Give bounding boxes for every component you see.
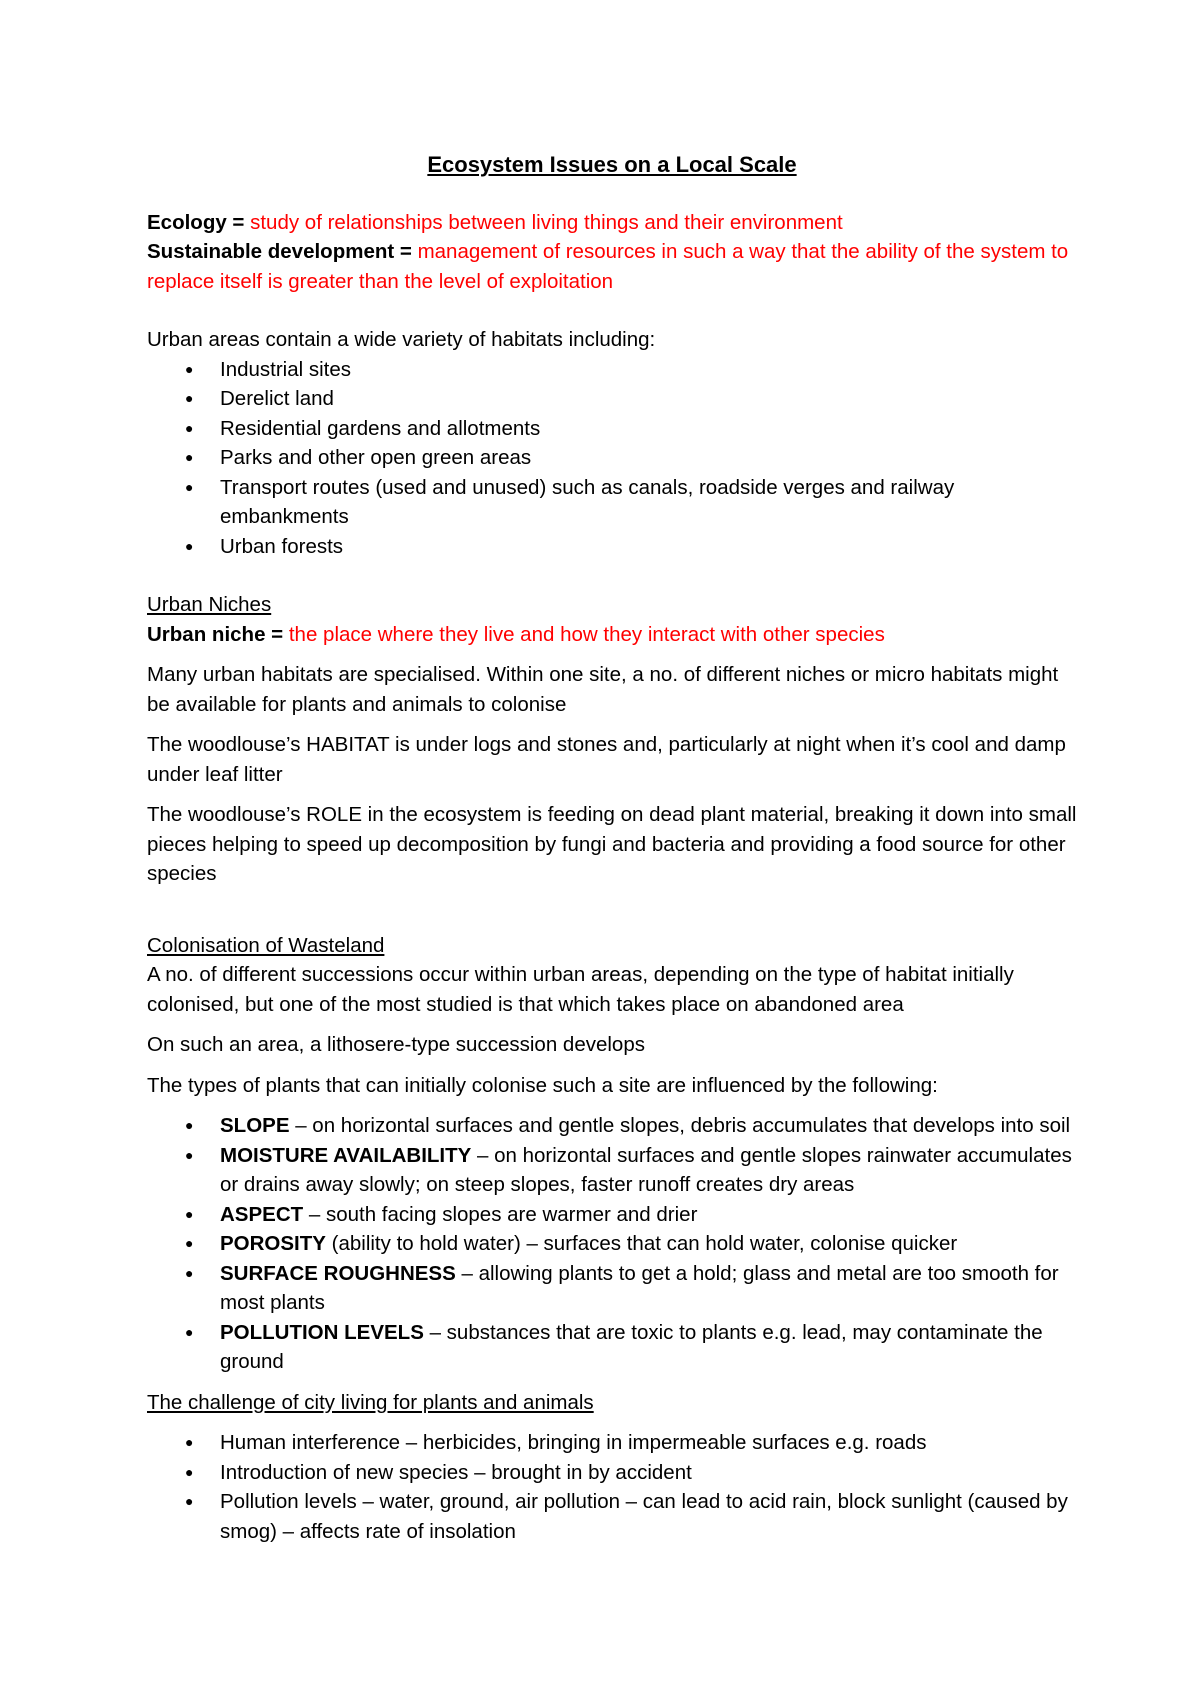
paragraph: On such an area, a lithosere-type succession develops: [147, 1033, 645, 1056]
document-page: [147, 150, 1077, 1546]
paragraph: The types of plants that can initially colonise such a site are influenced by the following:: [147, 1073, 938, 1097]
paragraph: The woodlouse’s ROLE in the ecosystem is feeding on dead plant material, breaking it down into small pieces helping to speed up decomposition by fungi and bacteria and providing a food source for other species: [147, 803, 1077, 885]
habitats-intro: Urban areas contain a wide variety of habitats including:: [147, 328, 656, 351]
paragraph: A no. of different successions occur within urban areas, depending on the type of habitat initially colonised, but one of the most studied is that which takes place on abandoned area: [147, 963, 1014, 1016]
list-item: ● Pollution levels – water, ground, air pollution – can lead to acid rain, block sunlight (caused by smog) – affects rate of insolation: [147, 1487, 1077, 1546]
factor-text: – on horizontal surfaces and gentle slopes rainwater accumulates or drains away slowly; on steep slopes, faster runoff creates dry areas: [220, 1143, 1072, 1196]
list-item: [147, 1200, 1077, 1230]
definition-ecology: [147, 208, 1077, 238]
list-item: [147, 1111, 1077, 1141]
list-item: ● Industrial sites: [147, 355, 1077, 385]
paragraph: Many urban habitats are specialised. Within one site, a no. of different niches or micro habitats might be available for plants and animals to colonise: [147, 663, 1059, 716]
list-item: ● Transport routes (used and unused) such as canals, roadside verges and railway embankments: [147, 473, 1077, 532]
list-item: ● Derelict land: [147, 384, 1077, 414]
factor-label: SLOPE: [220, 1114, 290, 1137]
list-item: ● Residential gardens and allotments: [147, 414, 1077, 444]
page-title: Ecosystem Issues on a Local Scale: [427, 152, 797, 177]
definition-term: Sustainable development =: [147, 240, 412, 263]
factor-text: (ability to hold water) – surfaces that can hold water, colonise quicker: [325, 1232, 958, 1255]
definition-text: the place where they live and how they interact with other species: [288, 622, 885, 646]
paragraph: The woodlouse’s HABITAT is under logs and stones and, particularly at night when it’s cool and damp under leaf litter: [147, 733, 1066, 786]
section-heading-urban-niches: Urban Niches: [147, 593, 272, 616]
list-item: ● Human interference – herbicides, bringing in impermeable surfaces e.g. roads: [147, 1428, 1077, 1458]
challenge-list: [147, 1428, 1077, 1546]
list-item: [147, 1229, 1077, 1259]
definition-sustainable-development: [147, 237, 1077, 296]
list-item: ● Introduction of new species – brought in by accident: [147, 1458, 1077, 1488]
factor-text: – on horizontal surfaces and gentle slopes, debris accumulates that develops into soil: [289, 1114, 1071, 1137]
factor-text: – allowing plants to get a hold; glass and metal are too smooth for most plants: [220, 1261, 1059, 1314]
definition-term: Urban niche =: [147, 622, 284, 646]
section-heading-colonisation: Colonisation of Wasteland: [147, 933, 385, 957]
list-item: [147, 1259, 1077, 1318]
habitats-list: [147, 355, 1077, 562]
factor-text: – south facing slopes are warmer and drier: [303, 1202, 698, 1226]
definition-text: management of resources in such a way that the ability of the system to replace itself is greater than the level of exploitation: [147, 240, 1069, 293]
definition-term: Ecology =: [147, 210, 245, 234]
factor-label: ASPECT: [220, 1202, 304, 1226]
list-item: [147, 1318, 1077, 1377]
factor-label: SURFACE ROUGHNESS: [220, 1261, 456, 1285]
definition-urban-niche: [147, 620, 1077, 650]
list-item: [147, 1141, 1077, 1200]
definition-text: study of relationships between living things and their environment: [250, 210, 843, 234]
factor-label: POLLUTION LEVELS: [220, 1320, 424, 1344]
factor-label: POROSITY: [220, 1232, 326, 1255]
factor-label: MOISTURE AVAILABILITY: [220, 1143, 472, 1167]
list-item: ● Urban forests: [147, 532, 1077, 562]
section-heading-challenge: The challenge of city living for plants and animals: [147, 1390, 594, 1414]
factors-list: [147, 1111, 1077, 1377]
factor-text: – substances that are toxic to plants e.g. lead, may contaminate the ground: [220, 1320, 1043, 1373]
list-item: ● Parks and other open green areas: [147, 443, 1077, 473]
